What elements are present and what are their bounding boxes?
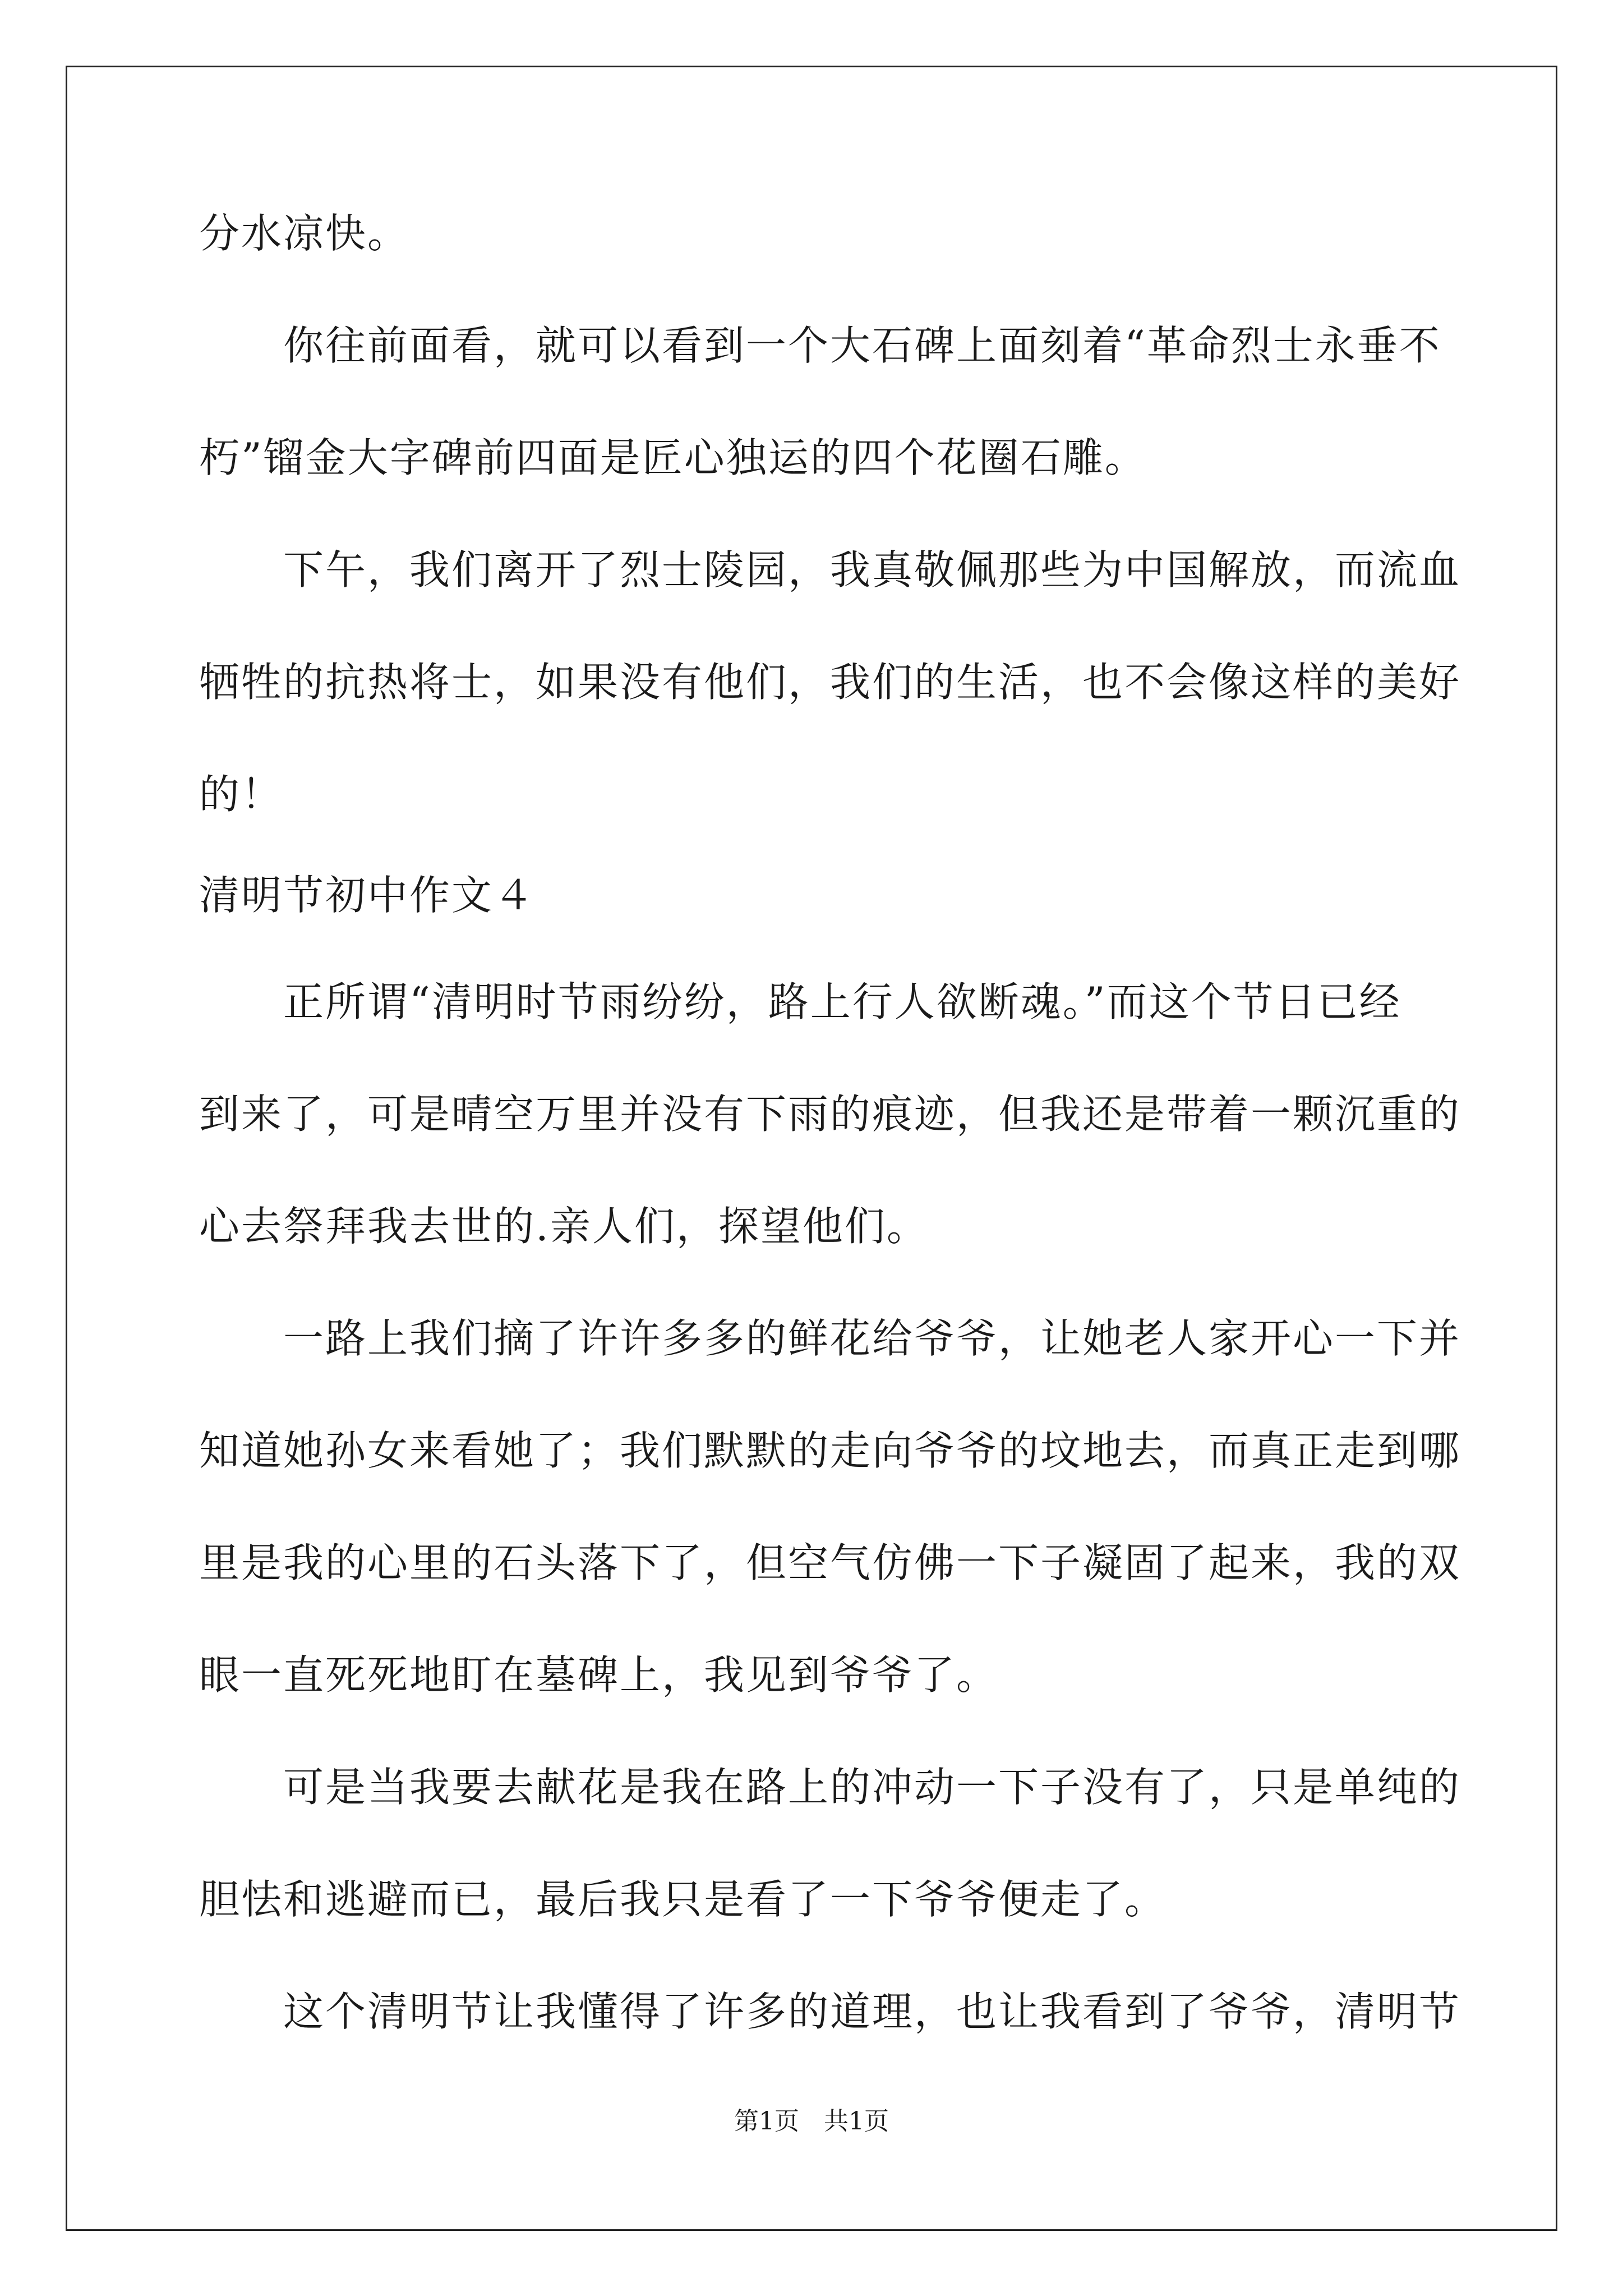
paragraph-line: 下午，我们离开了烈士陵园，我真敬佩那些为中国解放，而流血 bbox=[283, 546, 1461, 593]
paragraph-line: 分水凉快。 bbox=[199, 210, 410, 257]
paragraph-line: 这个清明节让我懂得了许多的道理，也让我看到了爷爷，清明节 bbox=[283, 1988, 1461, 2035]
paragraph-line: 可是当我要去献花是我在路上的冲动一下子没有了，只是单纯的 bbox=[283, 1764, 1461, 1811]
paragraph-line: 朽”镏金大字碑前四面是匠心独运的四个花圈石雕。 bbox=[199, 434, 1147, 481]
paragraph-line: 心去祭拜我去世的.亲人们，探望他们。 bbox=[199, 1203, 929, 1250]
paragraph-line: 眼一直死死地盯在墓碑上，我见到爷爷了。 bbox=[199, 1651, 999, 1699]
paragraph-line: 你往前面看，就可以看到一个大石碑上面刻着“革命烈士永垂不 bbox=[283, 322, 1441, 369]
paragraph-line: 胆怯和逃避而已，最后我只是看了一下爷爷便走了。 bbox=[199, 1876, 1167, 1923]
paragraph-line: 一路上我们摘了许许多多的鲜花给爷爷，让她老人家开心一下并 bbox=[283, 1315, 1461, 1362]
paragraph-line: 正所谓“清明时节雨纷纷，路上行人欲断魂。”而这个节日已经 bbox=[283, 978, 1401, 1025]
paragraph-line: 知道她孙女来看她了；我们默默的走向爷爷的坟地去，而真正走到哪 bbox=[199, 1427, 1461, 1474]
page-number-footer: 第1页 共1页 bbox=[734, 2107, 889, 2136]
paragraph-line: 到来了，可是晴空万里并没有下雨的痕迹，但我还是带着一颗沉重的 bbox=[199, 1091, 1461, 1138]
paragraph-line: 的！ bbox=[199, 771, 284, 818]
section-heading: 清明节初中作文４ bbox=[199, 872, 536, 919]
paragraph-line: 里是我的心里的石头落下了，但空气仿佛一下子凝固了起来，我的双 bbox=[199, 1539, 1461, 1586]
paragraph-line: 牺牲的抗热将士，如果没有他们，我们的生活，也不会像这样的美好 bbox=[199, 659, 1461, 706]
